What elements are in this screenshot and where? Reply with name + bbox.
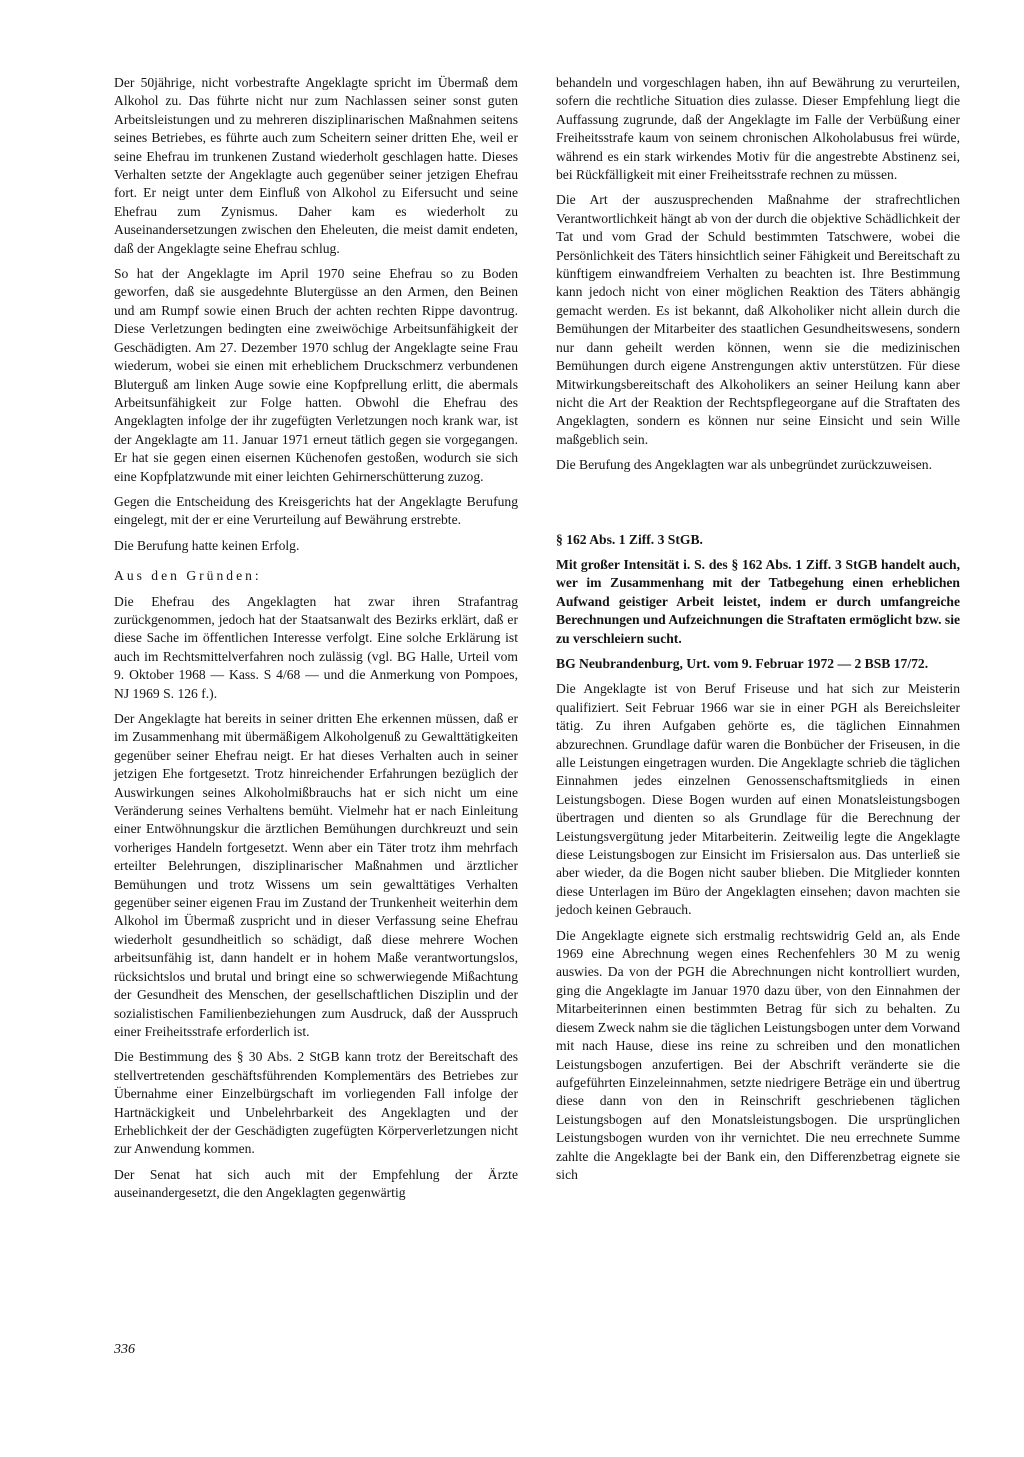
paragraph: Die Berufung hatte keinen Erfolg. [114, 537, 300, 553]
paragraph: behandeln und vorgeschlagen haben, ihn auf Bewährung zu verurteilen, sofern die rechtliche Situation dies zulasse. Dieser Empfehlung liegt die Auffassung zugrunde, daß der Angeklagte im Falle der Verbüßung einer Freiheitsstrafe kaum von seinem chronischen Alkoholabusus frei würde, während es ein stark wirkendes Motiv für die angestrebte Abstinenz sei, bei Rückfälligkeit mit einer Freiheitsstrafe rechnen zu müssen. [556, 75, 960, 183]
paragraph: Die Angeklagte eignete sich erstmalig rechtswidrig Geld an, als Ende 1969 eine Abrechnung wegen eines Rechenfehlers 30 M zu wenig auswies. Da von der PGH die Abrechnungen nicht kontrolliert wurden, ging die Angeklagte im Januar 1970 dazu über, von den Einnahmen der Mitarbeiterinnen einen bestimmten Betrag für sich zu behalten. Zu diesem Zweck nahm sie die täglichen Leistungsbogen unter dem Vorwand mit nach Hause, diese ins reine zu schreiben und den monatlichen Leistungsbogen anzufertigen. Bei der Abschrift veränderte sie die aufgeführten Einzeleinnahmen, setzte niedrigere Beträge ein und übertrug diese dann von den in Reinschrift geschriebenen täglichen Leistungsbogen auf den Monatsleistungsbogen. Die ursprünglichen Leistungsbogen wurden von ihr vernichtet. Die neu errechnete Summe zahlte die Angeklagte bei der Bank ein, den Differenzbetrag eignete sie sich [556, 927, 960, 1182]
right-column [556, 74, 960, 1191]
paragraph: Die Berufung des Angeklagten war als unbegründet zurückzuweisen. [556, 457, 932, 473]
paragraph: Gegen die Entscheidung des Kreisgerichts hat der Angeklagte Berufung eingelegt, mit der er eine Verurteilung auf Bewährung erstrebte. [114, 493, 518, 528]
section-heading: Aus den Gründen: [114, 568, 262, 584]
paragraph: Der Angeklagte hat bereits in seiner dritten Ehe erkennen müssen, daß er im Zusammenhang mit übermäßigem Alkoholgenuß zu Gewalttätigkeiten gegenüber seiner Ehefrau neigt. Er hat dieses Verhalten auch in seiner jetzigen Ehe fortgesetzt. Trotz hinreichender Erfahrungen bezüglich der Auswirkungen seines Alkoholmißbrauchs hat er sich nicht um eine Veränderung seines Verhaltens bemüht. Vielmehr hat er nach Einleitung einer Entwöhnungskur die ärztlichen Bemühungen durchkreuzt und sein vorheriges Handeln fortgesetzt. Wenn aber ein Täter trotz ihm mehrfach erteilter Belehrungen, disziplinarischer Maßnahmen und ärztlicher Bemühungen und trotz Wissens um sein gewalttätiges Verhalten gegenüber seiner eigenen Frau im Zustand der Trunkenheit weiterhin dem Alkohol im Übermaß zuspricht und in dieser Verfassung seine Ehefrau wiederholt gesundheitlich so schädigt, daß diese mehrere Wochen arbeitsunfähig ist, dann handelt er in hohem Maße verantwortungslos, rücksichtslos und brutal und bringt eine so schwerwiegende Mißachtung der Gesundheit des Menschen, der gesellschaftlichen Disziplin und der sozialistischen Familienbeziehungen zum Ausdruck, daß der Ausspruch einer Freiheitsstrafe erforderlich ist. [114, 711, 518, 1039]
paragraph: So hat der Angeklagte im April 1970 seine Ehefrau so zu Boden geworfen, daß sie ausgedehnte Blutergüsse an den Armen, den Beinen und am Rumpf sowie einen Bruch der achten rechten Rippe davontrug. Diese Verletzungen bedingten eine zweiwöchige Arbeitsunfähigkeit der Geschädigten. Am 27. Dezember 1970 schlug der Angeklagte seine Frau wiederum, wobei sie einen mit erheblichem Druckschmerz verbundenen Bluterguß am linken Auge sowie eine Kopfprellung erlitt, die abermals Arbeitsunfähigkeit zur Folge hatten. Obwohl die Ehefrau des Angeklagten infolge der ihr zugefügten Verletzungen noch krank war, ist der Angeklagte am 11. Januar 1971 erneut tätlich gegen sie vorgegangen. Er hat sie gegen einen eisernen Küchenofen gestoßen, wodurch sie sich eine Kopfplatzwunde mit einer leichten Gehirnerschütterung zuzog. [114, 266, 518, 484]
paragraph: Die Angeklagte ist von Beruf Friseuse und hat sich zur Meisterin qualifiziert. Seit Februar 1966 war sie in einer PGH als Bereichsleiter tätig. Zu ihren Aufgaben gehörte es, die täglichen Einnahmen abzurechnen. Grundlage dafür waren die Bonbücher der Friseusen, in die alle Leistungen eingetragen wurden. Die Angeklagte schrieb die täglichen Einnahmen jedes einzelnen Genossenschaftsmitglieds in einen Leistungsbogen. Diese Bogen wurden auf einen Monatsleistungsbogen übertragen und dienten so als Grundlage für die Berechnung der Leistungsvergütung jeder Mitarbeiterin. Zeitweilig legte die Angeklagte diese Leistungsbogen zur Einsicht im Frisiersalon aus. Das unterließ sie aber wieder, da die Bogen nicht sauber blieben. Die Mitglieder konnten diese Unterlagen im Büro der Angeklagten einsehen; davon machten sie jedoch keinen Gebrauch. [556, 681, 960, 918]
headnote: Mit großer Intensität i. S. des § 162 Abs. 1 Ziff. 3 StGB handelt auch, wer im Zusammenhang mit der Tatbegehung einen erheblichen Aufwand geistiger Arbeit leistet, indem er durch umfangreiche Berechnungen und Aufzeichnungen die Straftaten ermöglicht bzw. sie zu verschleiern sucht. [556, 556, 960, 646]
court-citation: BG Neubrandenburg, Urt. vom 9. Februar 1972 — 2 BSB 17/72. [556, 655, 929, 671]
left-column [114, 74, 518, 1210]
paragraph: Die Art der auszusprechenden Maßnahme der strafrechtlichen Verantwortlichkeit hängt ab von der durch die objektive Schädlichkeit der Tat und vom Grad der Schuld bestimmten Tatschwere, wobei die Persönlichkeit des Täters hinsichtlich seiner Fähigkeit und Bereitschaft zu künftigem einwandfreiem Verhalten zu beachten ist. Ihre Bestimmung kann jedoch nicht von einer möglichen Reaktion des Täters abhängig gemacht werden. Es ist bekannt, daß Alkoholiker nicht allein durch die Bemühungen der Mitarbeiter des staatlichen Gesundheitswesens, sondern nur dann geheilt werden können, wenn sie die medizinischen Bemühungen durch eigene Anstrengungen aktiv unterstützen. Für diese Mitwirkungsbereitschaft des Alkoholikers an seiner Heilung kann aber nicht die Art der Reaktion der Rechtspflegeorgane auf die Straftaten des Angeklagten, sondern es können nur seine Einsicht und sein Wille maßgeblich sein. [556, 192, 960, 447]
paragraph: Der 50jährige, nicht vorbestrafte Angeklagte spricht im Übermaß dem Alkohol zu. Das führte nicht nur zum Nachlassen seiner sonst guten Arbeitsleistungen und zu mehreren disziplinarischen Maßnahmen seitens seines Betriebes, es führte auch zum Scheitern seiner dritten Ehe, weil er seine Ehefrau im trunkenen Zustand wiederholt geschlagen hatte. Dieses Verhalten setzte der Angeklagte auch gegenüber seiner jetzigen Ehefrau fort. Er neigt unter dem Einfluß von Alkohol zu Eifersucht und seine Ehefrau zum Zynismus. Daher kam es wiederholt zu Auseinandersetzungen zwischen den Eheleuten, die meist damit endeten, daß der Angeklagte seine Ehefrau schlug. [114, 75, 518, 256]
page-number: 336 [114, 1342, 135, 1357]
paragraph: Die Bestimmung des § 30 Abs. 2 StGB kann trotz der Bereitschaft des stellvertretenden geschäftsführenden Komplementärs des Betriebes zur Übernahme einer Einzelbürgschaft im vorliegenden Fall infolge der Hartnäckigkeit und Unbelehrbarkeit des Angeklagten und der Erheblichkeit der der Geschädigten zugefügten Körperverletzungen nicht zur Anwendung kommen. [114, 1049, 518, 1157]
statute-reference: § 162 Abs. 1 Ziff. 3 StGB. [556, 531, 703, 547]
paragraph: Die Ehefrau des Angeklagten hat zwar ihren Strafantrag zurückgenommen, jedoch hat der Staatsanwalt des Bezirks erklärt, daß er diese Sache im öffentlichen Interesse verfolgt. Eine solche Erklärung ist auch im Rechtsmittelverfahren noch zulässig (vgl. BG Halle, Urteil vom 9. Oktober 1968 — Kass. S 4/68 — und die Anmerkung von Pompoes, NJ 1969 S. 126 f.). [114, 593, 518, 701]
paragraph: Der Senat hat sich auch mit der Empfehlung der Ärzte auseinandergesetzt, die den Angeklagten gegenwärtig [114, 1166, 518, 1201]
